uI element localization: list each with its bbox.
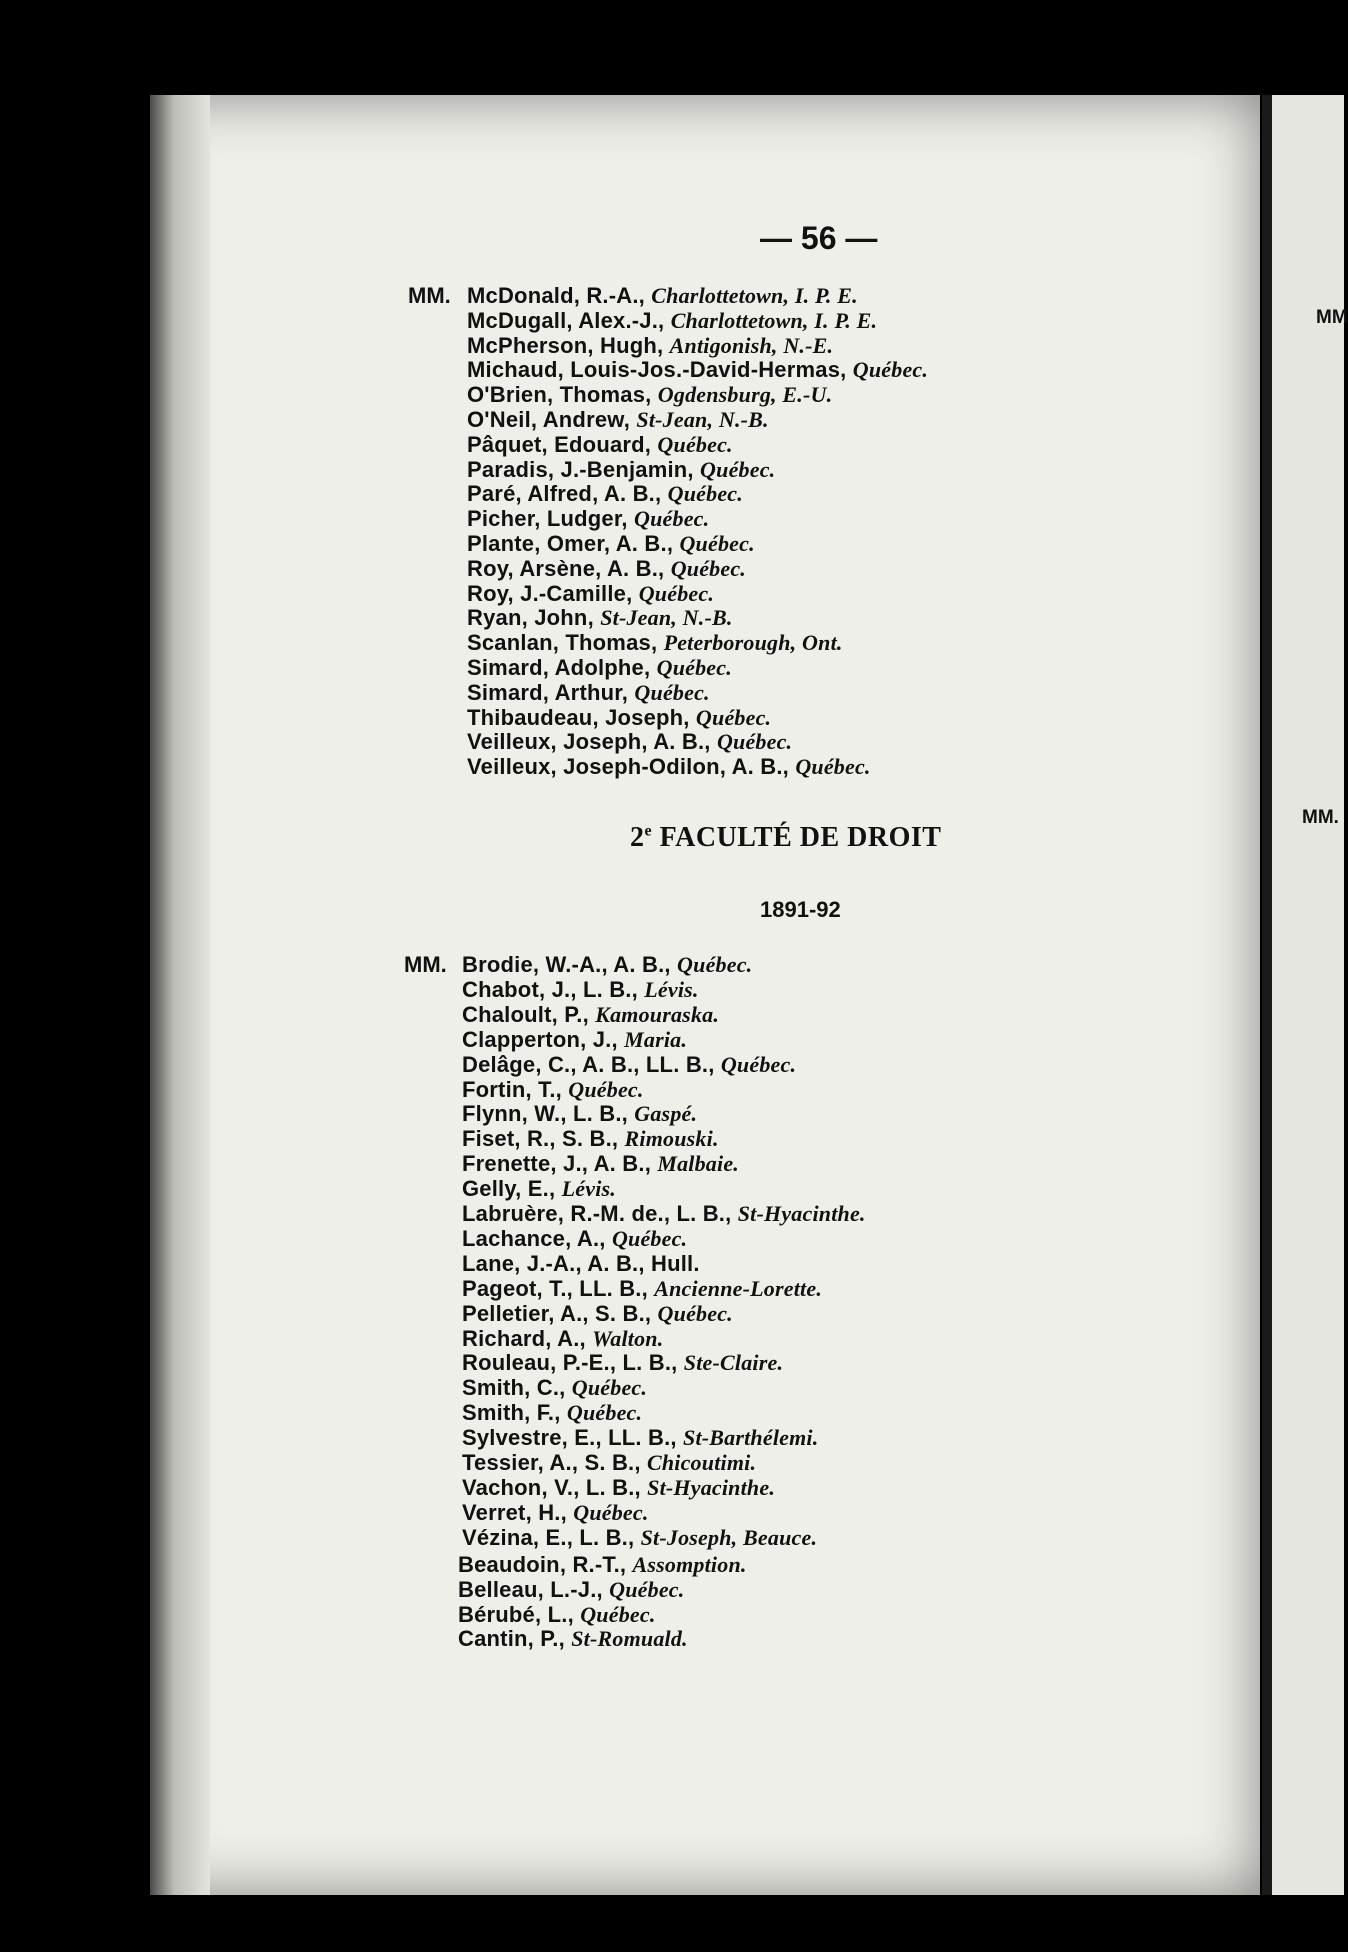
entry-name: Rouleau, P.-E., L. B.,	[462, 1350, 684, 1376]
entry-place: St-Hyacinthe.	[737, 1201, 866, 1226]
list-item	[462, 1425, 818, 1451]
entry-name: Bérubé, L.,	[458, 1601, 581, 1627]
list-item	[467, 481, 743, 507]
entry-name: Veilleux, Joseph-Odilon, A. B.,	[467, 754, 796, 780]
entry-name: Michaud, Louis-Jos.-David-Hermas,	[467, 357, 853, 383]
list-item	[462, 1002, 719, 1028]
entry-name: Brodie, W.-A., A. B.,	[462, 952, 678, 977]
entry-place: Québec.	[571, 1375, 648, 1401]
entry-place: Québec.	[679, 531, 755, 556]
entry-place: Québec.	[795, 754, 871, 780]
list-item	[467, 382, 832, 408]
entry-place: Québec.	[667, 481, 743, 507]
entry-place: Québec.	[852, 357, 929, 383]
entry-place: Peterborough, Ont.	[663, 630, 843, 656]
list-item	[467, 432, 733, 458]
adjacent-page-honorific-top: MM	[1316, 307, 1348, 328]
entry-place: Québec.	[700, 456, 776, 482]
list-item	[462, 1276, 822, 1302]
list-item	[467, 457, 775, 483]
list-item	[462, 1400, 642, 1426]
entry-place: Rimouski.	[624, 1126, 719, 1152]
entry-place: Québec.	[573, 1499, 649, 1525]
entry-place: Québec.	[609, 1576, 685, 1602]
entry-place: Québec.	[634, 506, 710, 532]
list-item	[467, 308, 877, 334]
entry-place: Antigonish, N.-E.	[669, 332, 834, 358]
entry-place: Assomption.	[632, 1552, 747, 1577]
entry-name: Pageot, T., LL. B.,	[462, 1275, 655, 1301]
entry-place: Québec.	[580, 1601, 656, 1627]
entry-name: Ryan, John,	[467, 605, 601, 631]
list-item	[467, 754, 871, 780]
entry-name: Flynn, W., L. B.,	[462, 1101, 635, 1127]
list-item	[462, 1450, 756, 1476]
entry-place: Malbaie.	[657, 1151, 739, 1177]
entry-name: Roy, Arsène, A. B.,	[467, 555, 671, 581]
list-item	[467, 556, 746, 582]
list-item	[467, 680, 710, 706]
entry-name: Picher, Ludger,	[467, 506, 635, 532]
entry-name: Delâge, C., A. B., LL. B.,	[462, 1051, 721, 1077]
entry-name: Clapperton, J.,	[462, 1026, 625, 1052]
list-item	[467, 630, 843, 656]
honorific-list-1: MM.	[408, 283, 451, 308]
entry-name: Plante, Omer, A. B.,	[467, 531, 680, 556]
entry-name: Roy, J.-Camille,	[467, 580, 639, 606]
entry-name: Smith, F.,	[462, 1400, 567, 1426]
entry-place: Québec.	[634, 679, 710, 705]
list-item	[462, 1201, 866, 1227]
academic-year: 1891-92	[760, 897, 841, 922]
entry-name: Veilleux, Joseph, A. B.,	[467, 729, 717, 755]
entry-name: McDonald, R.-A.,	[467, 283, 652, 308]
entry-name: Verret, H.,	[462, 1499, 574, 1525]
entry-place: Québec.	[638, 580, 715, 606]
list-item	[467, 581, 714, 607]
entry-place: Lévis.	[644, 976, 699, 1002]
entry-place: Québec.	[670, 555, 747, 581]
list-item	[467, 506, 709, 532]
list-item	[467, 531, 755, 557]
entry-name: Cantin, P.,	[458, 1626, 572, 1652]
entry-name: Belleau, L.-J.,	[458, 1576, 610, 1602]
section-heading-text: 2e FACULTÉ DE DROIT	[630, 822, 942, 853]
entry-place: Charlottetown, I. P. E.	[670, 307, 878, 333]
entry-place: St-Jean, N.-B.	[636, 407, 769, 432]
entry-name: Gelly, E.,	[462, 1176, 562, 1202]
entry-name: Fortin, T.,	[462, 1076, 569, 1102]
entry-place: Ste-Claire.	[683, 1350, 784, 1376]
entry-name: Pâquet, Edouard,	[467, 431, 658, 457]
entry-place: Kamouraska.	[595, 1001, 720, 1027]
list-item	[458, 1626, 688, 1652]
list-item	[462, 1350, 783, 1376]
entry-name: McPherson, Hugh,	[467, 332, 670, 358]
list-item	[462, 977, 699, 1003]
entry-name: Vézina, E., L. B.,	[462, 1524, 641, 1550]
honorific-list-2: MM.	[404, 952, 447, 977]
entry-place: St-Hyacinthe.	[647, 1474, 776, 1500]
list-item	[458, 1577, 684, 1603]
entry-name: Pelletier, A., S. B.,	[462, 1300, 658, 1326]
list-item	[458, 1602, 656, 1628]
entry-place: Québec.	[657, 1300, 733, 1326]
list-item	[467, 605, 733, 631]
entry-name: Tessier, A., S. B.,	[462, 1450, 647, 1475]
entry-name: Paradis, J.-Benjamin,	[467, 456, 701, 482]
entry-place: Québec.	[716, 729, 793, 755]
entry-name: Chaloult, P.,	[462, 1001, 596, 1027]
list-item	[467, 705, 771, 731]
entry-place: Québec.	[677, 952, 753, 977]
entry-name: Vachon, V., L. B.,	[462, 1474, 648, 1500]
entry-name: Chabot, J., L. B.,	[462, 976, 645, 1002]
entry-name: Richard, A.,	[462, 1325, 593, 1351]
entry-place: Québec.	[720, 1051, 797, 1077]
list-item	[462, 1101, 697, 1127]
entry-name: Lane, J.-A., A. B., Hull.	[462, 1250, 700, 1276]
entry-place: Ogdensburg, E.-U.	[657, 382, 833, 408]
entry-place: Québec.	[568, 1076, 644, 1102]
list-item	[462, 1326, 663, 1352]
list-item	[467, 357, 928, 383]
entry-place: St-Joseph, Beauce.	[640, 1524, 818, 1550]
list-item	[462, 952, 752, 978]
entry-name: Scanlan, Thomas,	[467, 630, 664, 656]
entry-name: O'Neil, Andrew,	[467, 407, 637, 432]
list-item	[467, 407, 769, 433]
entry-name: Fiset, R., S. B.,	[462, 1126, 625, 1152]
list-item	[458, 1552, 747, 1578]
entry-place: Ancienne-Lorette.	[654, 1275, 823, 1301]
list-item	[462, 1375, 647, 1401]
entry-place: Walton.	[592, 1325, 664, 1351]
entry-name: Labruère, R.-M. de., L. B.,	[462, 1201, 738, 1226]
list-item	[462, 1301, 733, 1327]
list-item	[467, 283, 858, 309]
entry-place: Québec.	[611, 1225, 688, 1251]
list-item	[462, 1500, 649, 1526]
entry-place: Québec.	[656, 655, 732, 680]
entry-place: St-Romuald.	[571, 1626, 688, 1652]
list-item	[462, 1226, 687, 1252]
entry-place: Charlottetown, I. P. E.	[651, 283, 858, 308]
list-item	[462, 1176, 616, 1202]
list-item	[462, 1027, 687, 1053]
list-item	[462, 1475, 775, 1501]
entry-place: Gaspé.	[634, 1101, 698, 1127]
entry-name: Smith, C.,	[462, 1375, 572, 1401]
list-item	[462, 1151, 739, 1177]
entry-place: Québec.	[657, 431, 733, 457]
entry-place: Québec.	[566, 1400, 643, 1426]
entry-name: Simard, Arthur,	[467, 679, 635, 705]
entry-place: St-Jean, N.-B.	[600, 605, 733, 631]
adjacent-page-honorific-middle: MM.	[1302, 807, 1339, 828]
list-item	[462, 1077, 644, 1103]
entry-name: Sylvestre, E., LL. B.,	[462, 1425, 684, 1451]
entry-name: McDugall, Alex.-J.,	[467, 307, 671, 333]
list-item	[462, 1525, 817, 1551]
entry-place: St-Barthélemi.	[683, 1425, 819, 1451]
list-item	[462, 1126, 719, 1152]
list-item	[467, 333, 833, 359]
entry-place: Maria.	[624, 1026, 688, 1052]
list-item	[467, 655, 732, 681]
list-item	[467, 729, 792, 755]
list-item	[462, 1052, 796, 1078]
list-item	[462, 1251, 700, 1277]
entry-place: Chicoutimi.	[646, 1450, 757, 1475]
section-heading	[630, 822, 941, 854]
entry-place: Québec.	[695, 704, 772, 730]
entry-name: Beaudoin, R.-T.,	[458, 1552, 633, 1577]
entry-name: Frenette, J., A. B.,	[462, 1151, 658, 1177]
entry-name: O'Brien, Thomas,	[467, 382, 658, 408]
entry-name: Paré, Alfred, A. B.,	[467, 481, 668, 507]
page-number: — 56 —	[760, 220, 878, 256]
entry-name: Thibaudeau, Joseph,	[467, 704, 696, 730]
entry-name: Lachance, A.,	[462, 1225, 612, 1251]
entry-name: Simard, Adolphe,	[467, 655, 657, 680]
entry-place: Lévis.	[561, 1176, 616, 1202]
